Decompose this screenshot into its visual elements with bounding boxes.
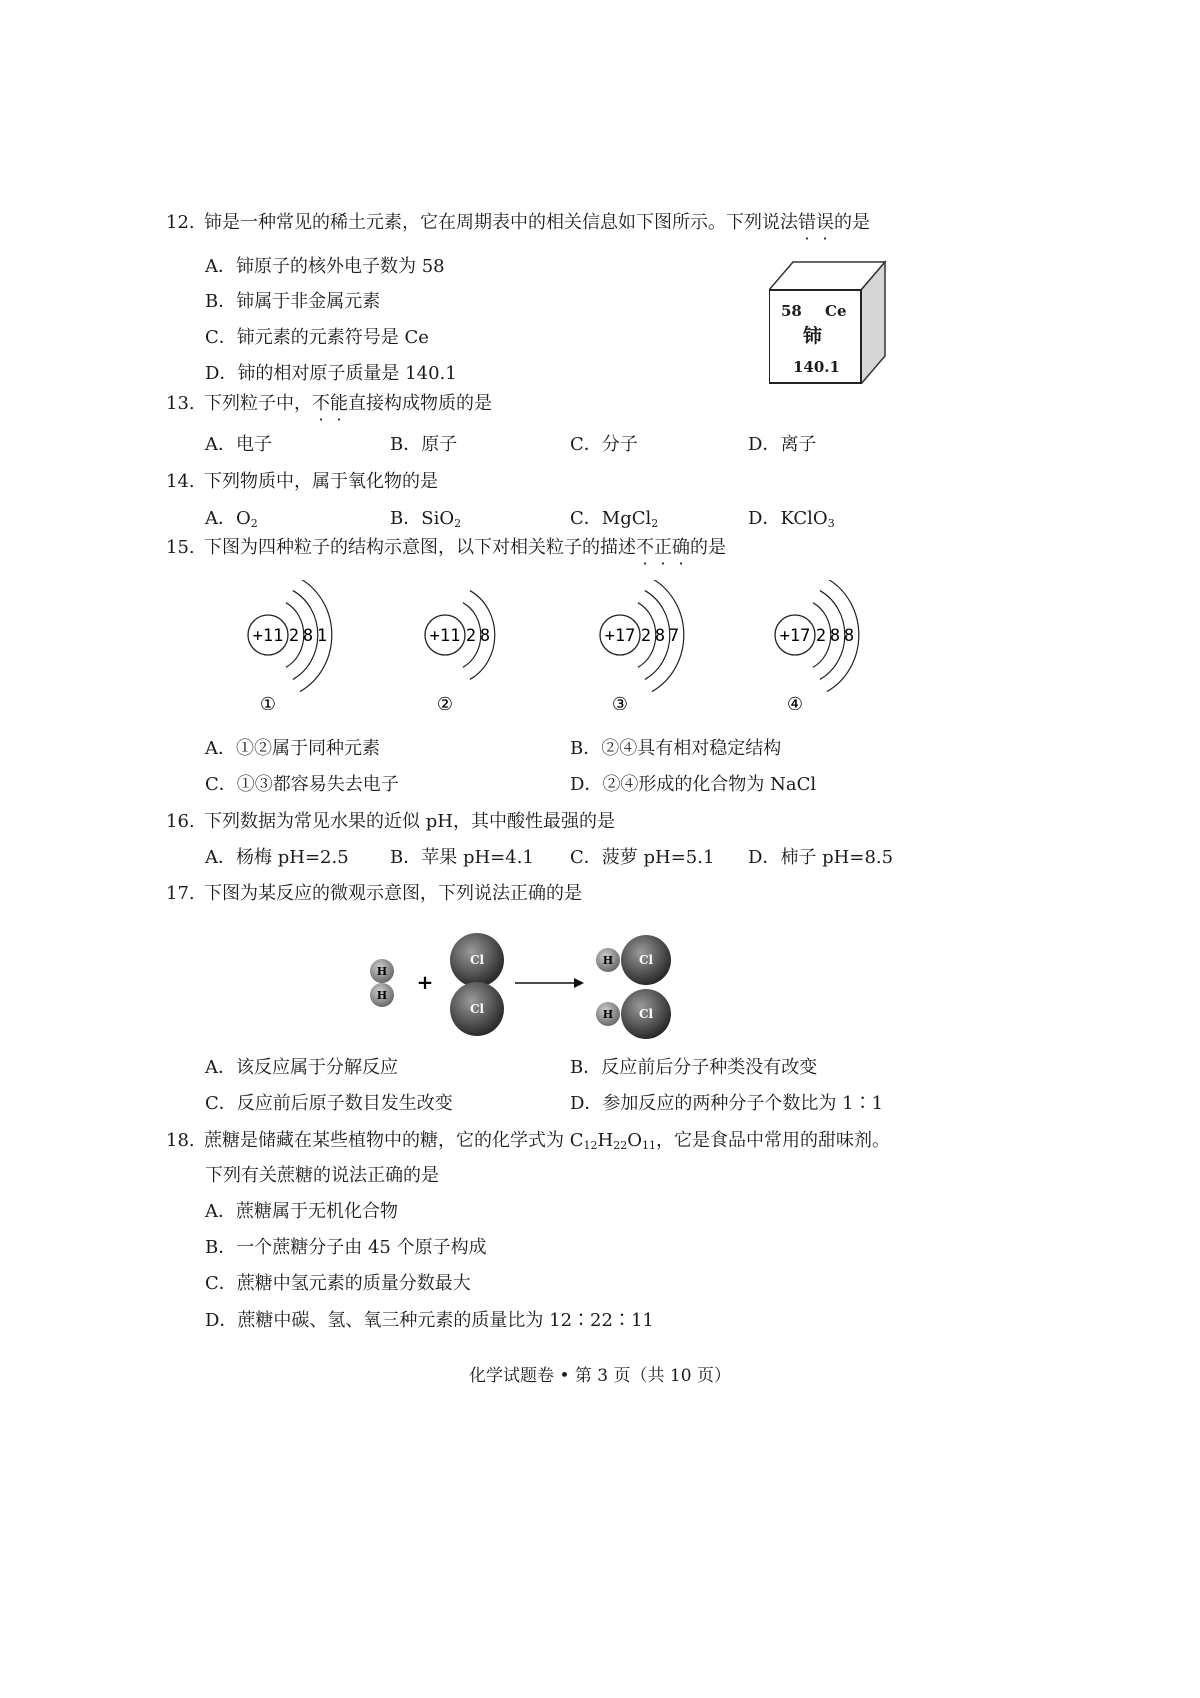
h-label: H bbox=[376, 965, 388, 978]
shell-electron-count: 2 bbox=[465, 626, 477, 646]
question-15-option-a: A．①②属于同种元素 bbox=[205, 738, 380, 759]
hcl-molecule bbox=[596, 935, 671, 985]
question-18-option-a: A．蔗糖属于无机化合物 bbox=[205, 1201, 398, 1222]
particle-structure-diagrams bbox=[0, 580, 1200, 710]
question-13-option-c: C．分子 bbox=[570, 434, 638, 455]
question-14-stem: 14. 下列物质中，属于氧化物的是 bbox=[166, 471, 438, 492]
svg-text:Cl: Cl bbox=[638, 953, 654, 967]
particle-diagram-1 bbox=[248, 580, 332, 710]
question-18-option-d: D．蔗糖中碳、氢、氧三种元素的质量比为 12∶22∶11 bbox=[205, 1310, 654, 1331]
nucleus-charge: +11 bbox=[252, 626, 284, 646]
question-17-stem: 17. 下图为某反应的微观示意图，下列说法正确的是 bbox=[166, 883, 582, 904]
question-18-option-c: C．蔗糖中氢元素的质量分数最大 bbox=[205, 1273, 471, 1294]
question-16-option-b: B．苹果 pH=4.1 bbox=[390, 847, 534, 868]
question-12-option-d: D．铈的相对原子质量是 140.1 bbox=[205, 363, 457, 384]
question-14-option-a: A．$O_2$ bbox=[205, 508, 258, 530]
question-18-stem-line2: 下列有关蔗糖的说法正确的是 bbox=[205, 1165, 439, 1186]
svg-text:H: H bbox=[602, 954, 614, 967]
nucleus-charge: +17 bbox=[604, 626, 636, 646]
question-17-option-a: A．该反应属于分解反应 bbox=[205, 1057, 398, 1078]
shell-electron-count: 7 bbox=[668, 626, 680, 646]
reaction-arrow bbox=[515, 978, 584, 988]
shell-electron-count: 8 bbox=[302, 626, 314, 646]
shell-electron-count: 2 bbox=[640, 626, 652, 646]
question-12-option-b: B．铈属于非金属元素 bbox=[205, 291, 381, 312]
hcl-molecule bbox=[596, 989, 671, 1039]
question-16-option-c: C．菠萝 pH=5.1 bbox=[570, 847, 715, 868]
particle-diagram-2 bbox=[425, 591, 495, 710]
hydrogen-molecule bbox=[370, 959, 394, 1007]
question-18-stem: 18. 蔗糖是储藏在某些植物中的糖，它的化学式为 $C_{12}H_{22}O_{11}$，它是食品中常用的甜味剂。 bbox=[166, 1130, 890, 1152]
question-13-option-d: D．离子 bbox=[748, 434, 817, 455]
question-16-stem: 16. 下列数据为常见水果的近似 pH，其中酸性最强的是 bbox=[166, 811, 615, 832]
sucrose-formula: $C_{12}H_{22}O_{11}$ bbox=[569, 1130, 656, 1152]
particle-diagram-4 bbox=[775, 580, 859, 710]
shell-electron-count: 8 bbox=[479, 626, 491, 646]
question-16-option-a: A．杨梅 pH=2.5 bbox=[205, 847, 349, 868]
nucleus-charge: +11 bbox=[429, 626, 461, 646]
question-15-option-b: B．②④具有相对稳定结构 bbox=[570, 738, 782, 759]
question-12-stem: 12. 铈是一种常见的稀土元素，它在周期表中的相关信息如下图所示。下列说法错误的是 bbox=[166, 212, 870, 233]
cl-label: Cl bbox=[469, 953, 485, 967]
question-13-stem: 13. 下列粒子中，不能直接构成物质的是 bbox=[166, 393, 492, 414]
page-footer: 化学试题卷 • 第 3 页（共 10 页） bbox=[469, 1366, 731, 1386]
particle-marker: ④ bbox=[786, 694, 804, 710]
question-14-option-b: B．SiO$_2$ bbox=[390, 508, 462, 530]
element-symbol: Ce bbox=[825, 302, 847, 320]
question-13-option-a: A．电子 bbox=[205, 434, 272, 455]
shell-electron-count: 2 bbox=[288, 626, 300, 646]
element-name: 铈 bbox=[803, 325, 823, 347]
shell-electron-count: 8 bbox=[654, 626, 666, 646]
cl-label: Cl bbox=[469, 1002, 485, 1016]
particle-marker: ① bbox=[259, 694, 277, 710]
question-15-stem: 15. 下图为四种粒子的结构示意图，以下对相关粒子的描述不正确的是 bbox=[166, 537, 726, 558]
question-17-option-b: B．反应前后分子种类没有改变 bbox=[570, 1057, 818, 1078]
h-label: H bbox=[376, 989, 388, 1002]
chlorine-molecule bbox=[450, 933, 504, 1036]
particle-diagram-3 bbox=[600, 580, 684, 710]
question-14-option-c: C．MgCl$_2$ bbox=[570, 508, 659, 530]
question-number: 12. bbox=[166, 212, 195, 233]
shell-electron-count: 8 bbox=[829, 626, 841, 646]
nucleus-charge: +17 bbox=[779, 626, 811, 646]
shell-electron-count: 8 bbox=[843, 626, 855, 646]
shell-electron-count: 2 bbox=[815, 626, 827, 646]
question-12-option-a: A．铈原子的核外电子数为 58 bbox=[205, 256, 445, 277]
element-card-cerium bbox=[769, 260, 887, 384]
element-mass: 140.1 bbox=[793, 358, 840, 376]
svg-text:H: H bbox=[602, 1008, 614, 1021]
question-17-option-c: C．反应前后原子数目发生改变 bbox=[205, 1093, 453, 1114]
question-14-option-d: D．KClO$_3$ bbox=[748, 508, 835, 530]
question-15-option-c: C．①③都容易失去电子 bbox=[205, 774, 399, 795]
question-18-option-b: B．一个蔗糖分子由 45 个原子构成 bbox=[205, 1237, 487, 1258]
question-16-option-d: D．柿子 pH=8.5 bbox=[748, 847, 894, 868]
svg-text:Cl: Cl bbox=[638, 1007, 654, 1021]
shell-electron-count: 1 bbox=[316, 626, 328, 646]
element-atomic-number: 58 bbox=[781, 302, 802, 320]
question-15-option-d: D．②④形成的化合物为 NaCl bbox=[570, 774, 817, 795]
reaction-diagram bbox=[0, 925, 1200, 1045]
question-17-option-d: D．参加反应的两种分子个数比为 1∶1 bbox=[570, 1093, 884, 1114]
question-13-option-b: B．原子 bbox=[390, 434, 458, 455]
particle-marker: ② bbox=[436, 694, 454, 710]
particle-marker: ③ bbox=[611, 694, 629, 710]
plus-sign: + bbox=[416, 970, 434, 994]
question-12-option-c: C．铈元素的元素符号是 Ce bbox=[205, 327, 429, 348]
